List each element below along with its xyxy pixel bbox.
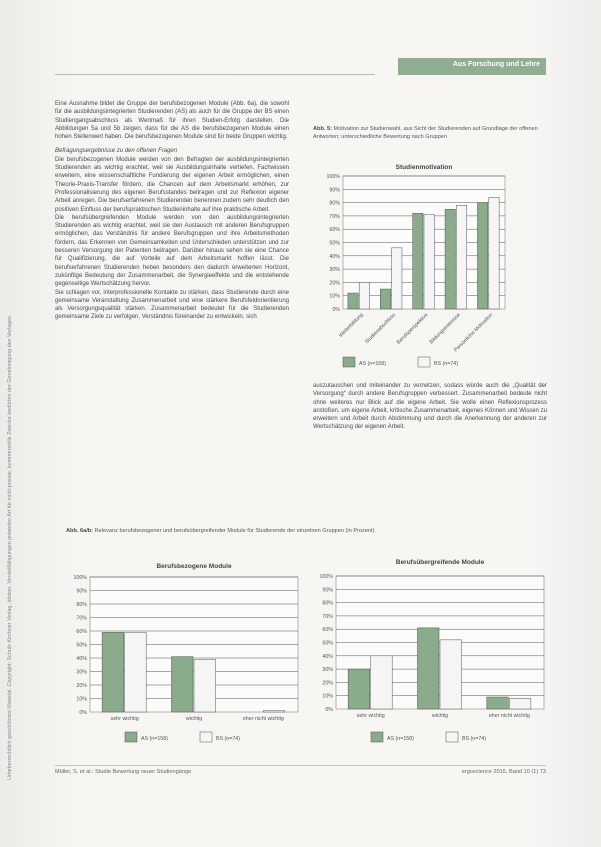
legend-swatch xyxy=(418,357,430,367)
legend-label: BS (n=74) xyxy=(216,736,240,742)
y-tick-label: 90% xyxy=(322,587,333,594)
y-tick-label: 10% xyxy=(76,696,87,703)
x-tick-label: sehr wichtig xyxy=(356,713,385,719)
header-rule xyxy=(55,74,375,75)
x-tick-label: eher nicht wichtig xyxy=(242,716,284,722)
section-label: Aus Forschung und Lehre xyxy=(452,61,540,68)
y-tick-label: 0% xyxy=(325,707,333,713)
bar-as xyxy=(445,209,455,309)
y-tick-label: 70% xyxy=(76,615,87,622)
bar-as xyxy=(487,697,509,709)
y-tick-label: 70% xyxy=(329,213,340,220)
bar-as xyxy=(171,657,193,712)
bar-as xyxy=(477,203,487,309)
bar-as xyxy=(102,632,124,712)
paragraph: Die berufsbezogenen Module werden von den Befragten der ausbildungsintegrierten Studierenden als wichtig erachtet, weil sie Ausbildungsinhalte vertiefen. Fachwissen erweitern, eine wissenschaftliche Fundierung der eigenen Arbeit ermöglichen, einen Theorie-Praxis-Transfer fördern, die Chancen auf dem Arbeitsmarkt erhöhen, zur Professionalisierung des eigenen Berufsstandes beitragen und zur Reflexion eigener Arbeit anregen. Die berufserfahrenen Studierenden benennen zudem sehr deutlich den positiven Einfluss der berufspraktischen Studieninhalte auf ihre praktische Arbeit. xyxy=(55,156,289,213)
y-tick-label: 30% xyxy=(76,669,87,676)
x-tick-label: eher nicht wichtig xyxy=(488,713,530,719)
y-tick-label: 50% xyxy=(322,640,333,647)
copyright-side-note: Urheberrechtlich geschütztes Material. Copyright: Schulz-Kirchner Verlag, Idstein. Vervielfältigungen jedweder Art für nicht-private, kommerzielle Zwecke bedürfen der Genehmigung des Verlages. xyxy=(7,314,13,780)
y-tick-label: 40% xyxy=(76,656,87,662)
legend-label: AS (n=158) xyxy=(387,736,414,742)
figure-caption-motivation xyxy=(313,126,543,141)
bar-bs xyxy=(263,711,285,712)
footer-journal: ergoscience 2015, Band 10 (1) 73 xyxy=(461,769,546,775)
chart-berufsuebergreifend xyxy=(306,552,551,755)
y-tick-label: 20% xyxy=(322,680,333,687)
legend-label: BS (n=74) xyxy=(462,736,486,742)
y-tick-label: 60% xyxy=(322,627,333,634)
y-tick-label: 100% xyxy=(73,575,87,581)
bar-bs xyxy=(509,698,531,709)
legend-label: AS (n=158) xyxy=(141,736,168,742)
bar-as xyxy=(417,628,439,709)
x-tick-label: sehr wichtig xyxy=(110,716,139,722)
figure-caption-modules xyxy=(66,528,546,536)
bar-bs xyxy=(359,282,369,309)
y-tick-label: 60% xyxy=(76,629,87,635)
footer-citation: Müller, S. et al.: Studie Bewertung neuer Studiengänge xyxy=(55,769,192,775)
y-tick-label: 60% xyxy=(329,227,340,234)
right-text-column: auszutauschen und miteinander zu vernetzen, sodass würde auch die „Qualität der Versorgung“ durch andere Berufsgruppen verbessert. Zusammenarbeit bedeute nicht ohne weiteres nur Blick auf die eigene Arbeit. Sie wolle einen Reflexionsprozess anstoßen, um eigene Arbeit, kritische Zusammenarbeit, eigenes Können und Wissen zu erweitern und Arbeit durch Abstimmung und durch die Anerkennung der anderen zur Wertschätzung der eigenen Arbeit. xyxy=(313,383,547,431)
y-tick-label: 50% xyxy=(329,240,340,247)
x-tick-label: Weiterbildung xyxy=(338,312,365,339)
bar-bs xyxy=(456,205,466,309)
y-tick-label: 80% xyxy=(329,200,340,207)
legend-swatch xyxy=(446,732,458,742)
y-tick-label: 0% xyxy=(79,710,87,716)
y-tick-label: 30% xyxy=(329,267,340,274)
bar-bs xyxy=(194,659,216,712)
bar-as xyxy=(348,293,358,309)
y-tick-label: 20% xyxy=(76,683,87,689)
y-tick-label: 30% xyxy=(322,667,333,674)
figure-caption-text: Relevanz berufsbezogener und berufsübergreifender Module für Studierende der einzelnen Gruppen (in Prozent) xyxy=(94,528,375,534)
legend-label: BS (n=74) xyxy=(434,361,458,367)
x-tick-label: wichtig xyxy=(185,716,203,722)
y-tick-label: 40% xyxy=(329,253,340,260)
y-tick-label: 50% xyxy=(76,642,87,649)
figure-label: Abb. 6a/b: xyxy=(66,528,94,534)
bar-as xyxy=(348,669,370,709)
bar-as xyxy=(380,289,390,309)
x-tick-label: wichtig xyxy=(431,713,449,719)
x-tick-label: Studienabschluss xyxy=(364,312,398,346)
y-tick-label: 10% xyxy=(322,693,333,700)
y-tick-label: 100% xyxy=(319,574,333,580)
legend-swatch xyxy=(200,732,212,742)
bar-bs xyxy=(424,215,434,309)
y-tick-label: 0% xyxy=(332,307,340,313)
x-tick-label: Berufsperspektive xyxy=(395,312,430,346)
bar-bs xyxy=(392,248,402,309)
bar-bs xyxy=(489,197,499,309)
y-tick-label: 90% xyxy=(329,187,340,194)
chart-berufsbezogen xyxy=(60,555,305,755)
bar-bs xyxy=(371,656,393,709)
y-tick-label: 80% xyxy=(76,602,87,608)
y-tick-label: 70% xyxy=(322,613,333,620)
y-tick-label: 100% xyxy=(326,174,340,180)
y-tick-label: 40% xyxy=(322,653,333,660)
chart-title: Studienmotivation xyxy=(395,164,453,171)
bar-as xyxy=(413,213,423,309)
figure-caption-text: Motivation zur Studienwahl, aus Sicht der Studierenden auf Grundlage der offenen Antworten; unterschiedliche Bewertung nach Gruppen xyxy=(313,126,538,140)
paragraph: Sie schlagen vor, interprofessionelle Kontakte zu stärken, dass Studierende durch eine gemeinsame Veranstaltung Zusammenarbeit und eine stärkere Berufsfeldorientierung als Versorgungsqualität stärken. Zusammenarbeit bedeutet für die Studierenden gemeinsame Ziele zu verfolgen, Verständnis füreinander zu entwickeln, sich xyxy=(55,289,289,321)
bar-bs xyxy=(440,640,462,709)
x-tick-label: Bildungsinteresse xyxy=(428,312,462,346)
y-tick-label: 20% xyxy=(329,280,340,287)
legend-swatch xyxy=(125,732,137,742)
bar-bs xyxy=(125,632,147,712)
legend-label: AS (n=158) xyxy=(359,361,386,367)
y-tick-label: 10% xyxy=(329,293,340,300)
paragraph: Die berufsübergreifenden Module werden von den ausbildungsintegrierten Studierenden als wichtig erachtet, weil sie den Austausch mit anderen Berufsgruppen ermöglichen, das Verständnis für andere Berufsgruppen und ihre Arbeitsmethoden fördern, das Erkennen von Gemeinsamkeiten und Unterschieden unterstützen und zur besseren Versorgung der Patienten beitragen. Darüber hinaus sehen sie eine Chance für Qualifizierung, die auf Vorteile auf dem Arbeitsmarkt hoffen lässt. Die berufserfahrenen Studierenden heben besonders den dadurch erweiterten Horizont, zukünftige Bedeutung der Zusammenarbeit, die Synergieeffekte und die entstehende gegenseitige Wertschätzung hervor. xyxy=(55,214,289,288)
section-header-band xyxy=(398,58,546,75)
y-tick-label: 90% xyxy=(76,588,87,595)
legend-swatch xyxy=(343,357,355,367)
left-text-column xyxy=(55,100,289,322)
y-tick-label: 80% xyxy=(322,600,333,607)
chart-motivation xyxy=(313,160,553,380)
chart-title: Berufsbezogene Module xyxy=(156,563,232,570)
paragraph: Eine Ausnahme bildet die Gruppe der berufsbezogenen Module (Abb. 6a), die sowohl für die ausbildungsintegrierten Studierenden (AS) als auch für die Gruppe der BS einen Studiengangsabschluss als Wertmaß für ihren Studien-Erfolg darstellen. Die Abbildungen 5a und 5b zeigen, dass für die AS die berufsbezogenen Module einen hohen Stellenwert haben. Die berufsbezogenen Module sind für beide Gruppen wichtig. xyxy=(55,101,289,141)
footer-rule xyxy=(55,765,546,766)
chart-title: Berufsübergreifende Module xyxy=(395,559,485,566)
figure-label: Abb. 5: xyxy=(313,126,332,132)
legend-swatch xyxy=(371,732,383,742)
x-tick-label: Persönliche Motivation xyxy=(453,312,495,354)
subheading: Befragungsergebnisse zu den offenen Fragen xyxy=(55,148,178,155)
